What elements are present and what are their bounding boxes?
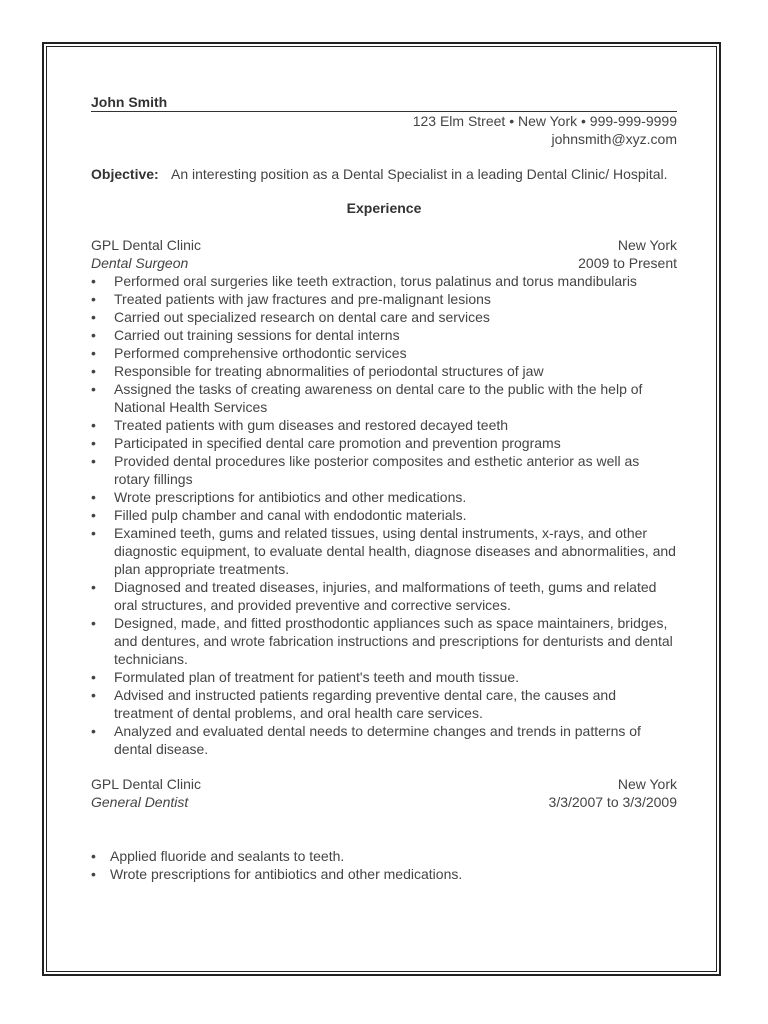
- bullet-glyph: •: [91, 866, 96, 882]
- bullet-glyph: •: [91, 291, 96, 307]
- duty-item: [91, 668, 677, 686]
- duty-text: Treated patients with jaw fractures and pre-malignant lesions: [114, 291, 491, 307]
- job-header-row: [91, 775, 677, 793]
- duty-item: [91, 380, 677, 416]
- duty-text: Designed, made, and fitted prosthodontic appliances such as space maintainers, bridges, and dentures, and wrote fabrication instructions and prescriptions for denturists and dental technicians.: [114, 615, 673, 667]
- job-location: New York: [617, 237, 677, 253]
- duty-text: Diagnosed and treated diseases, injuries, and malformations of teeth, gums and related oral structures, and provided preventive and corrective services.: [114, 579, 657, 613]
- bullet-glyph: •: [91, 507, 96, 523]
- bullet-glyph: •: [91, 669, 96, 685]
- bullet-glyph: •: [91, 687, 96, 703]
- bullet-glyph: •: [91, 435, 96, 451]
- bullet-glyph: •: [91, 417, 96, 433]
- job-title: General Dentist: [91, 794, 189, 810]
- duty-item: [91, 722, 677, 758]
- duty-text: Assigned the tasks of creating awareness on dental care to the public with the help of National Health Services: [114, 381, 643, 415]
- duty-text: Performed oral surgeries like teeth extraction, torus palatinus and torus mandibularis: [114, 273, 637, 289]
- address-line: 123 Elm Street • New York • 999-999-9999: [412, 113, 677, 129]
- job-entry: [91, 236, 677, 758]
- job-dates: 3/3/2007 to 3/3/2009: [548, 794, 677, 810]
- duty-item: [91, 847, 677, 865]
- job-entry: [91, 775, 677, 883]
- bullet-glyph: •: [91, 579, 96, 595]
- employer-name: GPL Dental Clinic: [91, 237, 201, 253]
- duty-item: [91, 290, 677, 308]
- duty-item: [91, 578, 677, 614]
- duty-item: [91, 452, 677, 488]
- bullet-glyph: •: [91, 525, 96, 541]
- duty-item: [91, 416, 677, 434]
- duty-item: [91, 488, 677, 506]
- employer-name: GPL Dental Clinic: [91, 776, 201, 792]
- duty-text: Provided dental procedures like posterior composites and esthetic anterior as well as rotary fillings: [114, 453, 640, 487]
- bullet-glyph: •: [91, 615, 96, 631]
- email-address: johnsmith@xyz.com: [551, 131, 677, 147]
- bullet-glyph: •: [91, 381, 96, 397]
- bullet-glyph: •: [91, 453, 96, 469]
- bullet-glyph: •: [91, 273, 96, 289]
- duty-item: [91, 308, 677, 326]
- job-duties-list: [91, 847, 677, 883]
- job-header-row: [91, 236, 677, 254]
- duty-text: Advised and instructed patients regarding preventive dental care, the causes and treatment of dental problems, and oral health care services.: [114, 687, 616, 721]
- job-duties-list: [91, 272, 677, 758]
- job-title-row: [91, 254, 677, 272]
- bullet-glyph: •: [91, 363, 96, 379]
- duty-item: [91, 506, 677, 524]
- duty-item: [91, 614, 677, 668]
- bullet-glyph: •: [91, 345, 96, 361]
- duty-item: [91, 326, 677, 344]
- experience-heading: Experience: [346, 200, 422, 216]
- duty-item: [91, 362, 677, 380]
- duty-item: [91, 686, 677, 722]
- objective-text: An interesting position as a Dental Specialist in a leading Dental Clinic/ Hospital.: [171, 166, 668, 182]
- job-title: Dental Surgeon: [91, 255, 189, 271]
- duty-text: Formulated plan of treatment for patient's teeth and mouth tissue.: [114, 669, 520, 685]
- bullet-glyph: •: [91, 489, 96, 505]
- candidate-name: John Smith: [91, 93, 677, 112]
- duty-text: Filled pulp chamber and canal with endodontic materials.: [114, 507, 467, 523]
- bullet-glyph: •: [91, 723, 96, 739]
- job-dates: 2009 to Present: [578, 255, 677, 271]
- duty-text: Performed comprehensive orthodontic services: [114, 345, 407, 361]
- duty-text: Carried out training sessions for dental interns: [114, 327, 400, 343]
- duty-text: Responsible for treating abnormalities of periodontal structures of jaw: [114, 363, 544, 379]
- duty-text: Applied fluoride and sealants to teeth.: [110, 848, 345, 864]
- job-title-row: [91, 793, 677, 811]
- duty-text: Wrote prescriptions for antibiotics and other medications.: [114, 489, 467, 505]
- objective-section: [91, 165, 677, 183]
- job-location: New York: [617, 776, 677, 792]
- bullet-glyph: •: [91, 327, 96, 343]
- duty-text: Participated in specified dental care promotion and prevention programs: [114, 435, 561, 451]
- bullet-glyph: •: [91, 848, 96, 864]
- duty-text: Analyzed and evaluated dental needs to determine changes and trends in patterns of dental disease.: [114, 723, 641, 757]
- duty-item: [91, 344, 677, 362]
- objective-label: Objective:: [91, 166, 159, 182]
- duty-text: Treated patients with gum diseases and restored decayed teeth: [114, 417, 509, 433]
- duty-item: [91, 865, 677, 883]
- resume-content: [91, 93, 677, 883]
- duty-text: Examined teeth, gums and related tissues, using dental instruments, x-rays, and other diagnostic equipment, to evaluate dental health, diagnose diseases and abnormalities, and plan appropriate treatments.: [114, 525, 676, 577]
- duty-item: [91, 272, 677, 290]
- duty-item: [91, 524, 677, 578]
- bullet-glyph: •: [91, 309, 96, 325]
- duty-item: [91, 434, 677, 452]
- duty-text: Carried out specialized research on dental care and services: [114, 309, 490, 325]
- duty-text: Wrote prescriptions for antibiotics and other medications.: [110, 866, 463, 882]
